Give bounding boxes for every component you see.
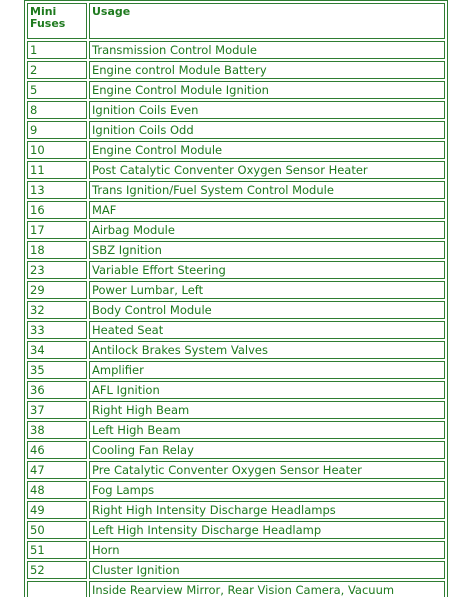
table-row <box>27 201 445 219</box>
table-row <box>27 441 445 459</box>
fuse-number-cell: 11 <box>27 161 87 179</box>
fuse-number-cell: 47 <box>27 461 87 479</box>
fuse-number-cell: 50 <box>27 521 87 539</box>
table-row <box>27 281 445 299</box>
table-body <box>27 41 445 597</box>
table-row <box>27 481 445 499</box>
fuse-number-cell: 17 <box>27 221 87 239</box>
table-header-row <box>27 3 445 39</box>
fuse-usage-cell: Trans Ignition/Fuel System Control Module <box>89 181 445 199</box>
fuse-number-cell: 5 <box>27 81 87 99</box>
fuse-number-cell: 32 <box>27 301 87 319</box>
fuse-usage-cell: Left High Beam <box>89 421 445 439</box>
table-row <box>27 161 445 179</box>
fuse-usage-cell: AFL Ignition <box>89 381 445 399</box>
fuse-usage-cell: Inside Rearview Mirror, Rear Vision Camera, Vacuum <box>89 581 445 597</box>
fuse-number-cell: 13 <box>27 181 87 199</box>
table-row <box>27 141 445 159</box>
fuse-number-cell: 34 <box>27 341 87 359</box>
table-row <box>27 41 445 59</box>
fuse-usage-cell: Ignition Coils Even <box>89 101 445 119</box>
fuse-usage-cell: MAF <box>89 201 445 219</box>
table-row <box>27 181 445 199</box>
fuse-number-cell: 36 <box>27 381 87 399</box>
fuse-number-cell: 8 <box>27 101 87 119</box>
fuse-usage-cell: Amplifier <box>89 361 445 379</box>
fuse-number-cell: 38 <box>27 421 87 439</box>
fuse-usage-cell: Cooling Fan Relay <box>89 441 445 459</box>
fuse-number-cell: 23 <box>27 261 87 279</box>
fuse-usage-cell: Right High Beam <box>89 401 445 419</box>
table-row <box>27 381 445 399</box>
table-row <box>27 561 445 579</box>
fuse-number-cell: 48 <box>27 481 87 499</box>
table-row <box>27 81 445 99</box>
fuse-usage-cell: Right High Intensity Discharge Headlamps <box>89 501 445 519</box>
fuse-usage-cell: Left High Intensity Discharge Headlamp <box>89 521 445 539</box>
table-row <box>27 361 445 379</box>
fuse-usage-cell: Engine control Module Battery <box>89 61 445 79</box>
fuse-usage-cell: Fog Lamps <box>89 481 445 499</box>
table-row <box>27 121 445 139</box>
table-row <box>27 501 445 519</box>
fuse-number-cell: 51 <box>27 541 87 559</box>
fuse-usage-cell: Antilock Brakes System Valves <box>89 341 445 359</box>
fuse-number-cell: 37 <box>27 401 87 419</box>
table-row <box>27 401 445 419</box>
header-usage: Usage <box>89 3 445 39</box>
table-row <box>27 341 445 359</box>
table-row <box>27 221 445 239</box>
table-row <box>27 261 445 279</box>
table-row <box>27 521 445 539</box>
fuse-usage-cell: Engine Control Module Ignition <box>89 81 445 99</box>
mini-fuse-table <box>24 0 448 597</box>
fuse-usage-cell: Cluster Ignition <box>89 561 445 579</box>
fuse-usage-cell: Power Lumbar, Left <box>89 281 445 299</box>
header-mini-fuses: Mini Fuses <box>27 3 87 39</box>
fuse-number-cell: 10 <box>27 141 87 159</box>
fuse-number-cell: 1 <box>27 41 87 59</box>
table-row <box>27 101 445 119</box>
fuse-usage-cell: Ignition Coils Odd <box>89 121 445 139</box>
table-row <box>27 581 445 597</box>
fuse-usage-cell: Horn <box>89 541 445 559</box>
fuse-usage-cell: Variable Effort Steering <box>89 261 445 279</box>
fuse-usage-cell: Body Control Module <box>89 301 445 319</box>
fuse-usage-cell: Airbag Module <box>89 221 445 239</box>
fuse-usage-cell: Engine Control Module <box>89 141 445 159</box>
fuse-usage-cell: Heated Seat <box>89 321 445 339</box>
fuse-number-cell: 29 <box>27 281 87 299</box>
fuse-number-cell <box>27 581 87 597</box>
fuse-usage-page <box>24 0 448 597</box>
fuse-usage-cell: Post Catalytic Conventer Oxygen Sensor Heater <box>89 161 445 179</box>
table-row <box>27 541 445 559</box>
fuse-usage-cell: Transmission Control Module <box>89 41 445 59</box>
fuse-usage-cell: Pre Catalytic Conventer Oxygen Sensor Heater <box>89 461 445 479</box>
fuse-number-cell: 49 <box>27 501 87 519</box>
fuse-usage-cell: SBZ Ignition <box>89 241 445 259</box>
fuse-number-cell: 35 <box>27 361 87 379</box>
table-row <box>27 301 445 319</box>
table-row <box>27 421 445 439</box>
fuse-number-cell: 18 <box>27 241 87 259</box>
table-row <box>27 241 445 259</box>
fuse-number-cell: 16 <box>27 201 87 219</box>
fuse-number-cell: 9 <box>27 121 87 139</box>
table-row <box>27 61 445 79</box>
fuse-number-cell: 33 <box>27 321 87 339</box>
fuse-number-cell: 46 <box>27 441 87 459</box>
fuse-number-cell: 52 <box>27 561 87 579</box>
table-row <box>27 461 445 479</box>
table-row <box>27 321 445 339</box>
fuse-number-cell: 2 <box>27 61 87 79</box>
